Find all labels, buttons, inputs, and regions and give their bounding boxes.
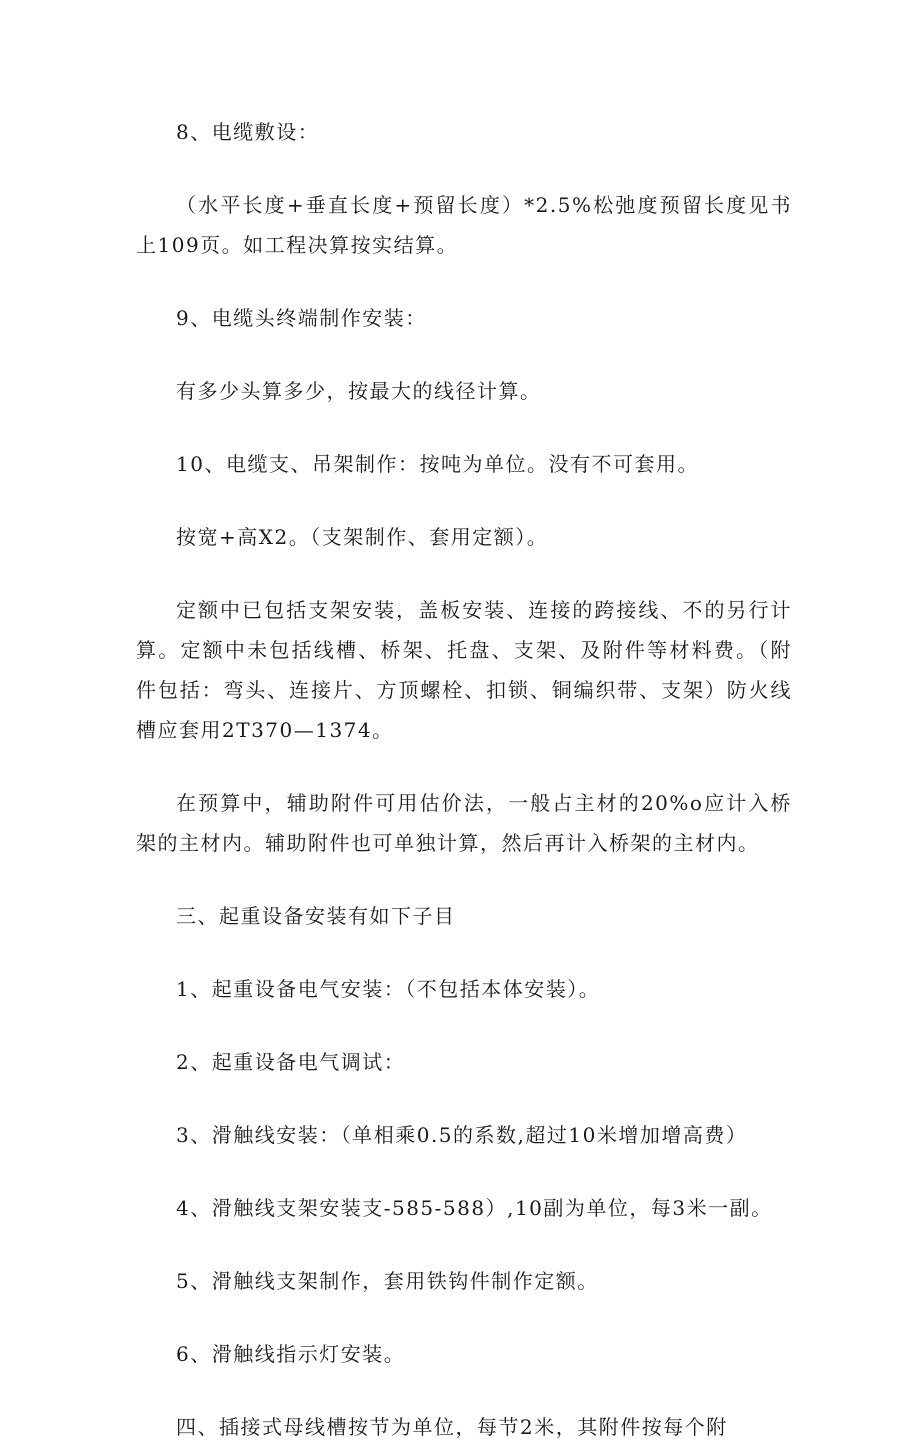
- section-heading-lifting-equipment: 三、起重设备安装有如下子目: [176, 904, 456, 928]
- paragraph-bracket-formula: 按宽+高X2。（支架制作、套用定额）。: [176, 525, 549, 549]
- paragraph-trolley-bracket-install: 4、滑触线支架安装支-585-588）,10副为单位，每3米一副。: [176, 1196, 773, 1220]
- paragraph-budget-accessories: 在预算中，辅助附件可用估价法，一般占主材的20%o应计入桥架的主材内。辅助附件也可单独计算，然后再计入桥架的主材内。: [136, 791, 792, 855]
- paragraph-trolley-bracket-make: 5、滑触线支架制作，套用铁钩件制作定额。: [176, 1269, 599, 1293]
- paragraph-trolley-indicator: 6、滑触线指示灯安装。: [176, 1342, 406, 1366]
- paragraph-cable-bracket-heading: 10、电缆支、吊架制作：按吨为单位。没有不可套用。: [176, 452, 699, 476]
- paragraph-cable-terminal-heading: 9、电缆头终端制作安装：: [176, 306, 427, 330]
- paragraph-cable-length-formula: （水平长度+垂直长度+预留长度）*2.5%松弛度预留长度见书上109页。如工程决算按实结算。: [136, 193, 792, 257]
- paragraph-cable-terminal-rule: 有多少头算多少，按最大的线径计算。: [176, 379, 542, 403]
- paragraph-trolley-line-install: 3、滑触线安装：（单相乘0.5的系数,超过10米增加增高费）: [176, 1123, 748, 1147]
- paragraph-cable-laying-heading: 8、电缆敷设：: [176, 120, 320, 144]
- paragraph-lifting-electrical-install: 1、起重设备电气安装：（不包括本体安装）。: [176, 977, 601, 1001]
- document-body: [136, 112, 792, 1447]
- paragraph-lifting-electrical-debug: 2、起重设备电气调试：: [176, 1050, 406, 1074]
- paragraph-quota-inclusions: 定额中已包括支架安装，盖板安装、连接的跨接线、不的另行计算。定额中未包括线槽、桥架、托盘、支架、及附件等材料费。（附件包括：弯头、连接片、方顶螺栓、扣锁、铜编织带、支架）防火线槽应套用2T370—1374。: [136, 598, 792, 742]
- section-heading-busway: 四、插接式母线槽按节为单位，每节2米，其附件按每个附: [176, 1415, 728, 1439]
